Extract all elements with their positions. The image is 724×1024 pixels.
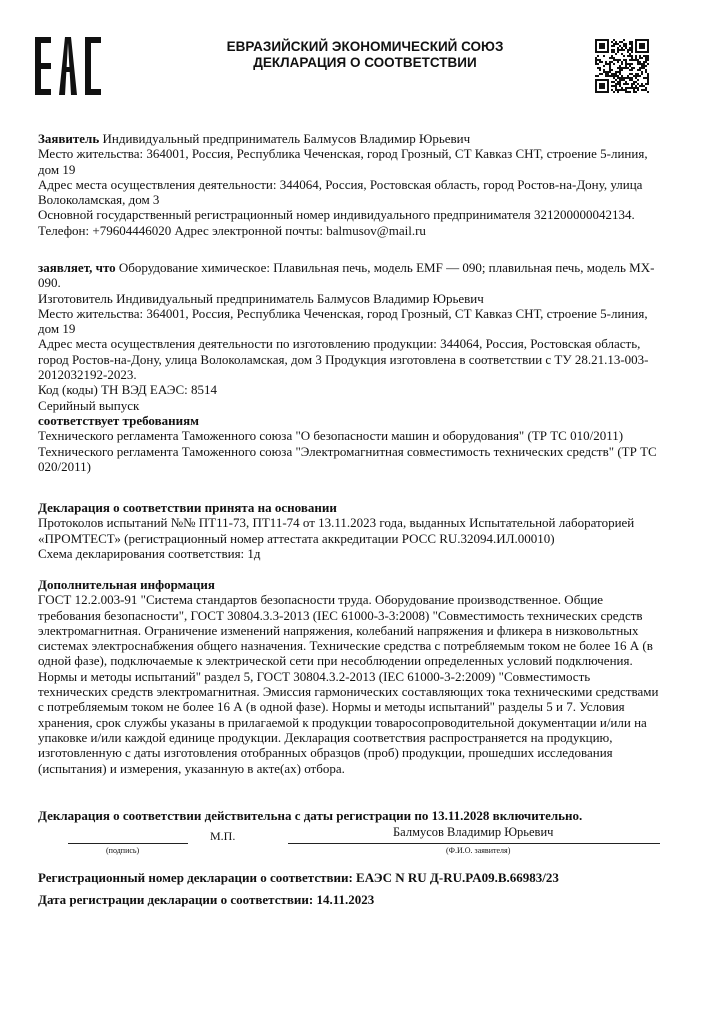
manufacturer-residence: Место жительства: 364001, Россия, Республика Чеченская, город Грозный, СТ Кавказ СНТ, строение 5-линия, дом 19 [38,305,648,337]
additional-info-text: ГОСТ 12.2.003-91 "Система стандартов безопасности труда. Оборудование производственное. Общие требования безопасности", ГОСТ 30804.3.3-2013 (IEC 61000-3-3:2008) "Совместимость технических средств электромагнитная. Ограничение изменений напряжения, колебаний напряжения и фликера в низковольтных системах электроснабжения общего назначения. Технические средства с потребляемым током не более 16 А (в одной фазе), подключаемые к электрической сети при несоблюдении определенных условий подключения. Нормы и методы испытаний" раздел 5, ГОСТ 30804.3.2-2013 (IEC 61000-3-2:2009) "Совместимость технических средств электромагнитная. Эмиссия гармонических составляющих тока техническими средствами с потребляемым током не более 16 А (в одной фазе). Нормы и методы испытаний" разделы 5 и 7. Условия хранения, срок службы указаны в прилагаемой к продукции товаросопроводительной документации и/или на упаковке и/или каждой единице продукции. Декларация соответствия распространяется на продукцию, изготовленную с даты изготовления отобранных образцов (проб) продукции, прошедших исследования (испытания) и измерения, указанную в акте(ах) отбора. [38,592,659,776]
applicant-residence: Место жительства: 364001, Россия, Республика Чеченская, город Грозный, СТ Кавказ СНТ, строение 5-линия, дом 19 [38,146,648,177]
stamp-placeholder: М.П. [210,829,236,843]
declares-section [38,260,660,474]
validity-statement: Декларация о соответствии действительна с даты регистрации по 13.11.2028 включительно. [38,808,583,823]
applicant-label: Заявитель [38,131,100,146]
signature-caption: (подпись) [106,846,140,855]
registration-number: Регистрационный номер декларации о соответствии: ЕАЭС N RU Д-RU.PA09.B.66983/23 [38,870,559,885]
additional-info-label: Дополнительная информация [38,577,215,592]
declares-label: заявляет, что [38,260,116,275]
eac-logo [35,37,101,95]
regulation-1: Технического регламента Таможенного союза "О безопасности машин и оборудования" (ТР ТС 010/2011) [38,428,624,444]
serial-production: Серийный выпуск [38,397,140,413]
qr-code-icon [595,39,649,93]
applicant-name: Индивидуальный предприниматель Балмусов Владимир Юрьевич [99,131,471,146]
regulation-2: Технического регламента Таможенного союза "Электромагнитная совместимость технических средств" (ТР ТС 020/2011) [38,443,657,474]
header-declaration-title: ДЕКЛАРАЦИЯ О СООТВЕТСТВИИ [253,55,477,70]
hs-code: Код (коды) ТН ВЭД ЕАЭС: 8514 [38,382,218,398]
applicant-address: Адрес места осуществления деятельности: 344064, Россия, Ростовская область, город Ростов-на-Дону, улица Волоколамская, дом 3 [38,176,643,208]
production-address: Адрес места осуществления деятельности по изготовлению продукции: 344064, Россия, Ростовская область, город Ростов-на-Дону, улица Волоколамская, дом 3 Продукция изготовлена в соответствии с ТУ 28.21.13-003-2012032192-2023. [38,336,649,383]
registration-date: Дата регистрации декларации о соответствии: 14.11.2023 [38,892,375,907]
name-line [288,843,660,844]
signature-block [38,824,660,860]
applicant-contacts: Телефон: +79604446020 Адрес электронной почты: balmusov@mail.ru [38,222,426,238]
document-header [150,39,580,71]
basis-section [38,500,660,561]
basis-label: Декларация о соответствии принята на основании [38,500,337,515]
signature-line [68,843,188,844]
manufacturer: Изготовитель Индивидуальный предприниматель Балмусов Владимир Юрьевич [38,290,484,306]
test-protocols: Протоколов испытаний №№ ПТ11-73, ПТ11-74 от 13.11.2023 года, выданных Испытательной лабораторией «ПРОМТЕСТ» (регистрационный номер аттестата аккредитации РОСС RU.32094.ИЛ.00010) [38,515,635,546]
declaration-scheme: Схема декларирования соответствия: 1д [38,545,261,561]
signer-name: Балмусов Владимир Юрьевич [393,825,554,839]
product-description: Оборудование химическое: Плавильная печь, модель EMF — 090; плавильная печь, модель MX-090. [38,260,655,291]
additional-info-section [38,577,660,776]
complies-label: соответствует требованиям [38,412,199,428]
applicant-section [38,131,660,238]
applicant-ogrn: Основной государственный регистрационный номер индивидуального предпринимателя 321200000042134. [38,207,635,223]
name-caption: (Ф.И.О. заявителя) [446,846,511,855]
header-union-title: ЕВРАЗИЙСКИЙ ЭКОНОМИЧЕСКИЙ СОЮЗ [226,39,504,54]
